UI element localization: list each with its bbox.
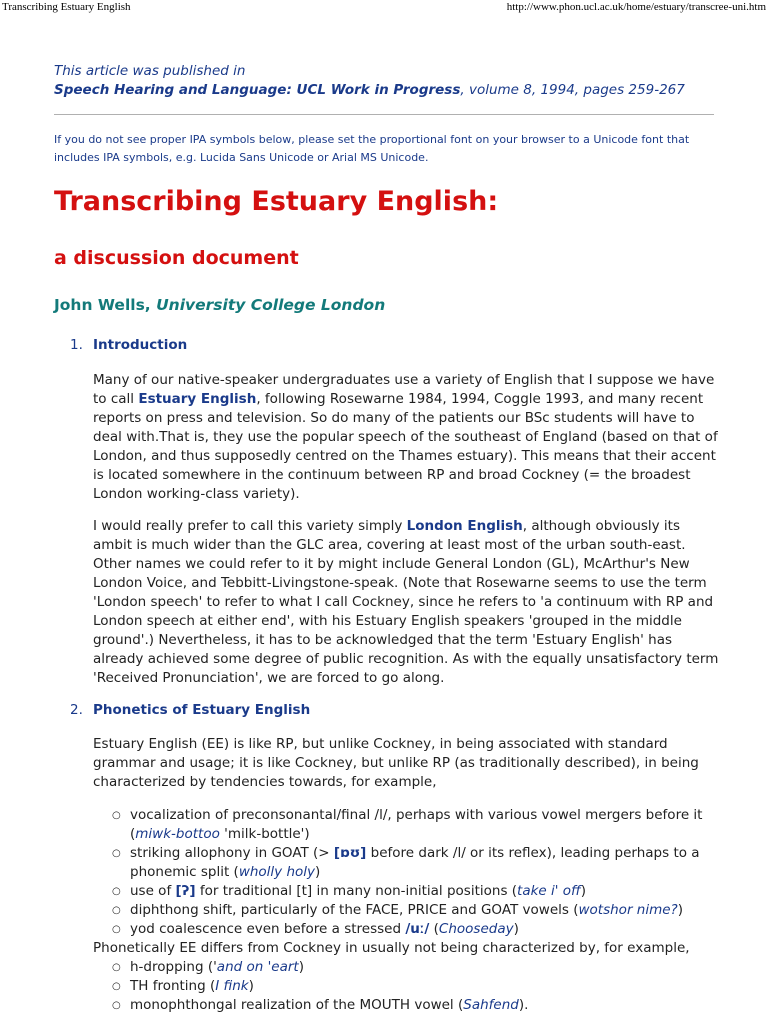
publication-note: [54, 62, 754, 100]
section-number: 2.: [70, 702, 83, 718]
horizontal-rule: [54, 114, 714, 115]
publication-line1: This article was published in: [54, 63, 246, 79]
list-item: ○ use of [ʔ] for traditional [t] in many non-initial positions (take i' off): [112, 883, 587, 899]
term-estuary-english: Estuary English: [138, 391, 257, 407]
journal-name: Speech Hearing and Language: UCL Work in Progress: [54, 82, 461, 98]
section-heading-phonetics: [70, 702, 310, 718]
list-item: ○ yod coalescence even before a stressed /uː/ (Chooseday): [112, 921, 519, 937]
print-header-url: http://www.phon.ucl.ac.uk/home/estuary/transcree-uni.htm: [506, 1, 766, 13]
page-subtitle: a discussion document: [54, 247, 299, 269]
term-london-english: London English: [406, 518, 523, 534]
publication-line2: [54, 81, 754, 100]
non-features-list: [93, 958, 733, 1015]
phonetics-paragraph-1: Estuary English (EE) is like RP, but unlike Cockney, in being associated with standard grammar and usage; it is like Cockney, but unlike RP (as traditionally described), in being characterized by tendencies towards, for example,: [93, 736, 699, 790]
section-title: Introduction: [93, 337, 188, 353]
print-header-title: Transcribing Estuary English: [2, 1, 131, 13]
author-line: [54, 296, 385, 314]
list-item: ○ diphthong shift, particularly of the FACE, PRICE and GOAT vowels (wotshor nime?): [112, 902, 683, 918]
hollow-circle-bullet-icon: ○: [112, 1000, 121, 1011]
list-item: ○ monophthongal realization of the MOUTH vowel (Sahfend).: [112, 997, 529, 1013]
intro-paragraph-1: Many of our native-speaker undergraduates use a variety of English that I suppose we have to call Estuary English, following Rosewarne 1984, 1994, Coggle 1993, and many recent reports on press and television. So do many of the patients our BSc students will have to deal with.That is, they use the popular speech of the southeast of England (based on that of London, and thus supposedly centred on the Thames estuary). This means that their accent is located somewhere in the continuum between RP and broad Cockney (= the broadest London working-class variety).: [93, 372, 718, 502]
ipa-font-note: If you do not see proper IPA symbols below, please set the proportional font on your browser to a Unicode font that includes IPA symbols, e.g. Lucida Sans Unicode or Arial MS Unicode.: [54, 133, 690, 164]
publication-details: , volume 8, 1994, pages 259-267: [460, 82, 685, 98]
list-item: ○ striking allophony in GOAT (> [ɒʊ] before dark /l/ or its reflex), leading perhaps to a phonemic split (wholly holy): [112, 845, 700, 880]
hollow-circle-bullet-icon: ○: [112, 905, 121, 916]
list-item: ○ TH fronting (I fink): [112, 978, 254, 994]
list-item: ○ h-dropping ('and on 'eart): [112, 959, 305, 975]
hollow-circle-bullet-icon: ○: [112, 924, 121, 935]
hollow-circle-bullet-icon: ○: [112, 962, 121, 973]
print-header: [0, 0, 768, 16]
intro-paragraph-2: I would really prefer to call this variety simply London English, although obviously its ambit is much wider than the GLC area, covering at least most of the urban south-east. Other names we could refer to it by might include General London (GL), McArthur's New London Voice, and Tebbitt-Livingstone-speak. (Note that Rosewarne seems to use the term 'London speech' to refer to what I call Cockney, since he refers to 'a continuum with RP and London speech at either end', with his Estuary English speakers 'grouped in the middle ground'.) Nevertheless, it has to be acknowledged that the term 'Estuary English' has already achieved some degree of public recognition. As with the equally unsatisfactory term 'Received Pronunciation', we are forced to go along.: [93, 518, 719, 686]
list-item: ○ vocalization of preconsonantal/final /l/, perhaps with various vowel mergers before it (miwk-bottoo 'milk-bottle'): [112, 807, 703, 842]
section-number: 1.: [70, 337, 83, 353]
hollow-circle-bullet-icon: ○: [112, 848, 121, 859]
hollow-circle-bullet-icon: ○: [112, 886, 121, 897]
features-list: [93, 806, 733, 939]
section-heading-introduction: [70, 337, 187, 353]
section-title: Phonetics of Estuary English: [93, 702, 311, 718]
hollow-circle-bullet-icon: ○: [112, 810, 121, 821]
author-affiliation: University College London: [156, 296, 386, 314]
page-title: Transcribing Estuary English:: [54, 186, 499, 217]
author-name: John Wells,: [54, 296, 151, 314]
phonetics-paragraph-2: Phonetically EE differs from Cockney in usually not being characterized by, for example,: [93, 940, 690, 956]
hollow-circle-bullet-icon: ○: [112, 981, 121, 992]
